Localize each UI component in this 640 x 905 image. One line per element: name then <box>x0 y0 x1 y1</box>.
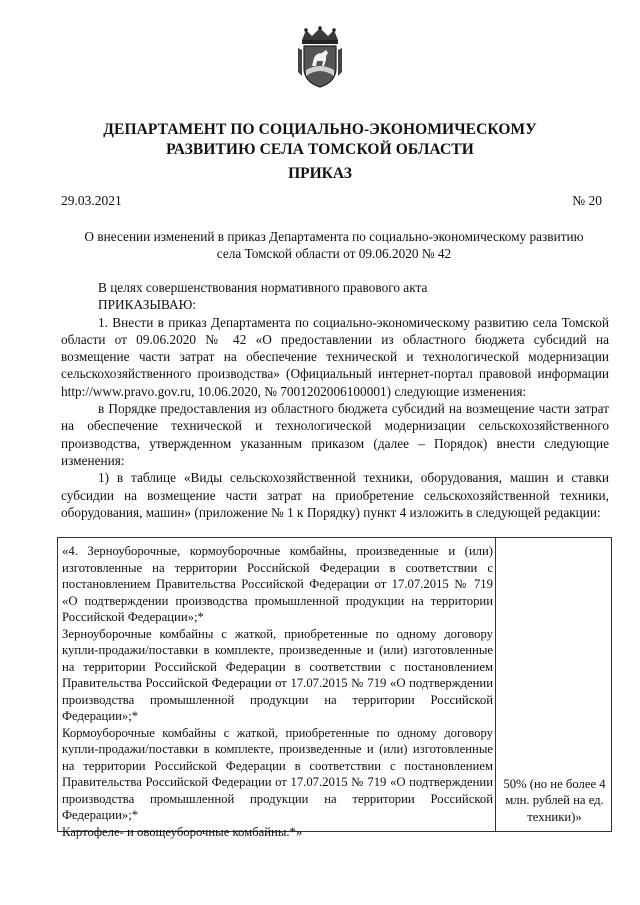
sub-item-1-paragraph: 1) в таблице «Виды сельскохозяйственной техники, оборудования, машин и ставки субсидии на возмещение части затрат на приобретение сельскохозяйственной техники, оборудования, машин» (приложение № 1 к Порядку) пункт 4 изложить в следующей редакции: <box>61 470 609 520</box>
department-name-line2: РАЗВИТИЮ СЕЛА ТОМСКОЙ ОБЛАСТИ <box>166 141 474 158</box>
order-body <box>61 279 609 521</box>
table-column-divider <box>495 538 496 831</box>
document-type: ПРИКАЗ <box>288 165 352 182</box>
coat-of-arms-icon <box>296 26 344 88</box>
item-1-paragraph: 1. Внести в приказ Департамента по социально-экономическому развитию села Томской области от 09.06.2020 № 42 «О предоставлении из областного бюджета субсидий на возмещение части затрат на обеспечение технической и технологической модернизации сельскохозяйственного производства» (Официальный интернет-портал правовой информации http://www.pravo.gov.ru, 10.06.2020, № 7001202006100001) следующие изменения: <box>61 314 609 399</box>
order-number: № 20 <box>572 193 602 208</box>
amendment-table <box>57 537 612 839</box>
department-name <box>0 120 640 160</box>
intro-paragraph: В целях совершенствования нормативного правового акта <box>98 280 428 295</box>
order-date: 29.03.2021 <box>61 193 122 208</box>
table-paragraph: «4. Зерноуборочные, кормоуборочные комбайны, произведенные и (или) изготовленные на территории Российской Федерации в соответствии с постановлением Правительства Российской Федерации от 17.07.2015 № 719 «О подтверждении производства промышленной продукции на территории Российской Федерации»;* <box>62 544 493 624</box>
table-rate-cell: 50% (но не более 4 млн. рублей на ед. техники)» <box>503 776 606 824</box>
order-subject: О внесении изменений в приказ Департамента по социально-экономическому развитию села Томской области от 09.06.2020 № 42 <box>84 229 584 261</box>
table-equipment-cell <box>62 543 493 840</box>
department-name-line1: ДЕПАРТАМЕНТ ПО СОЦИАЛЬНО-ЭКОНОМИЧЕСКОМУ <box>103 121 537 138</box>
order-word: ПРИКАЗЫВАЮ: <box>98 297 196 313</box>
table-paragraph: Кормоуборочные комбайны с жаткой, приобретенные по одному договору купли-продажи/поставки в комплекте, произведенные и (или) изготовленные на территории Российской Федерации в соответствии с постановлением Правительства Российской Федерации от 17.07.2015 № 719 «О подтверждении производства промышленной продукции на территории Российской Федерации»;* <box>62 725 493 822</box>
table-paragraph: Картофеле- и овощеуборочные комбайны.*» <box>62 824 303 839</box>
table-paragraph: Зерноуборочные комбайны с жаткой, приобретенные по одному договору купли-продажи/поставки в комплекте, произведенные и (или) изготовленные на территории Российской Федерации в соответствии с постановлением Правительства Российской Федерации от 17.07.2015 № 719 «О подтверждении производства промышленной продукции на территории Российской Федерации»;* <box>62 626 493 723</box>
procedure-paragraph: в Порядке предоставления из областного бюджета субсидий на возмещение части затрат на обеспечение технической и технологической модернизации сельскохозяйственного производства, утвержденном указанным приказом (далее – Порядок) внести следующие изменения: <box>61 401 609 468</box>
